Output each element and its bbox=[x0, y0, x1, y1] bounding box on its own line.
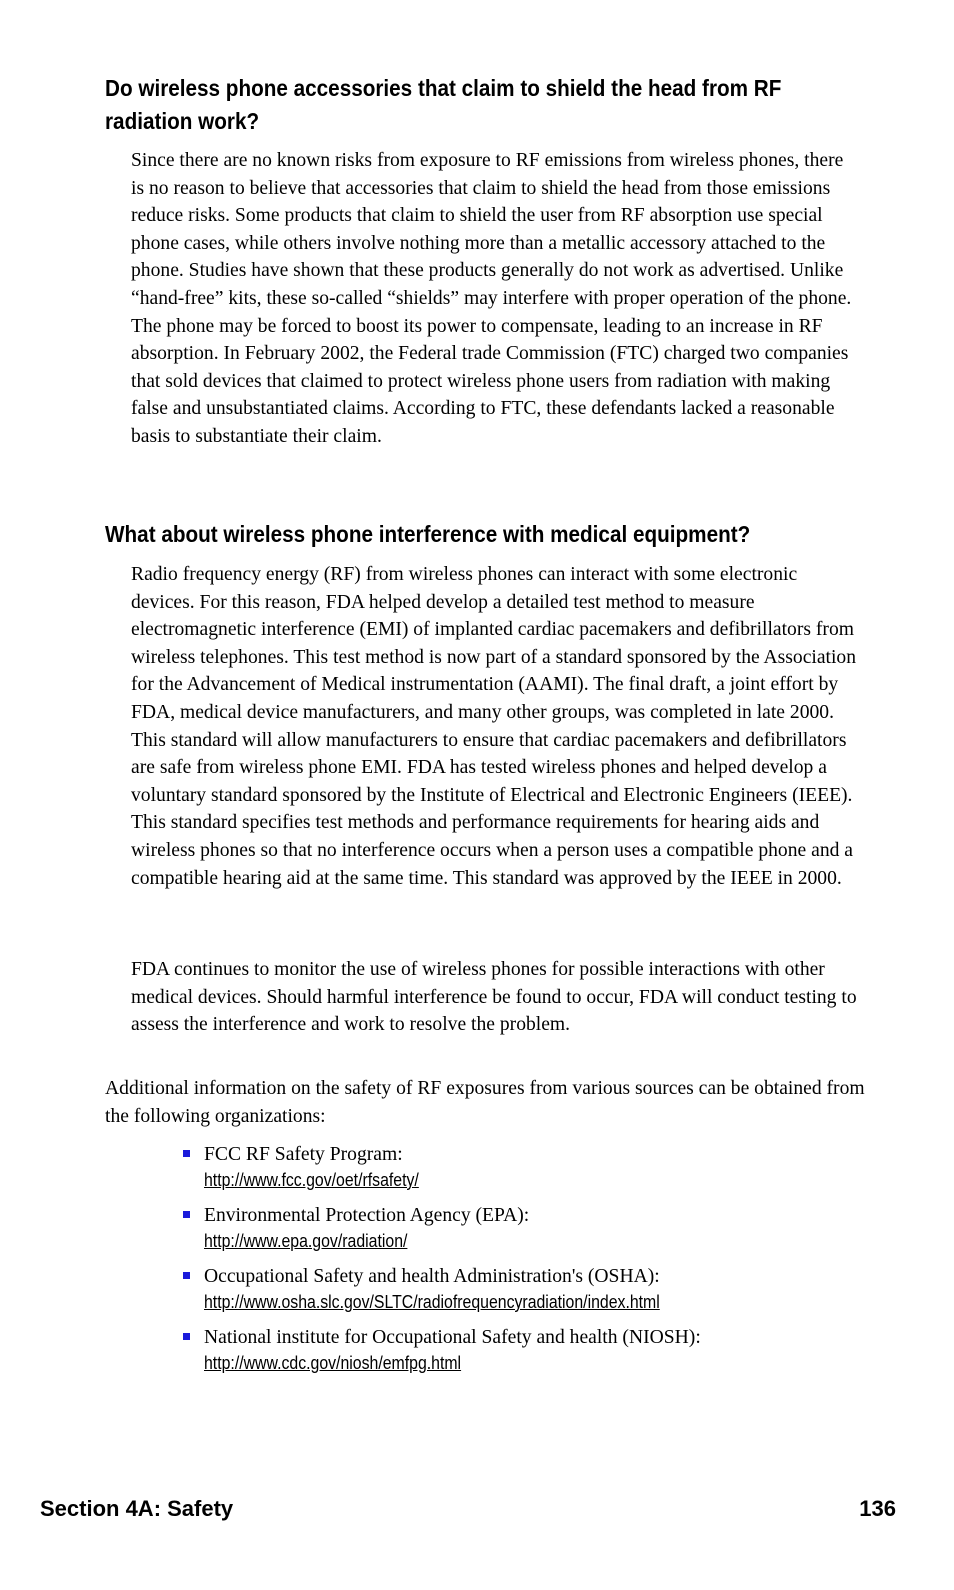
paragraph-additional-info: Additional information on the safety of RF exposures from various sources can be obtained from the following organizations: bbox=[105, 1078, 865, 1127]
bullet-square-icon bbox=[183, 1333, 190, 1340]
heading-line: Do wireless phone accessories that claim to shield the head from RF bbox=[105, 75, 782, 101]
organization-list bbox=[183, 1141, 883, 1385]
heading-line: radiation work? bbox=[105, 108, 260, 134]
section-heading-rf-shields bbox=[105, 72, 798, 138]
organization-link[interactable]: http://www.osha.slc.gov/SLTC/radiofrequencyradiation/index.html bbox=[204, 1292, 660, 1312]
bullet-square-icon bbox=[183, 1272, 190, 1279]
section-heading-medical-interference: What about wireless phone interference with medical equipment? bbox=[105, 521, 751, 547]
list-item bbox=[183, 1263, 883, 1324]
organization-link[interactable]: http://www.fcc.gov/oet/rfsafety/ bbox=[204, 1170, 419, 1190]
paragraph-fda-monitoring: FDA continues to monitor the use of wireless phones for possible interactions with other medical devices. Should harmful interference be found to occur, FDA will conduct testing to assess the interference and work to resolve the problem. bbox=[131, 959, 857, 1036]
organization-name: FCC RF Safety Program: bbox=[204, 1144, 403, 1165]
footer-page-number: 136 bbox=[859, 1496, 896, 1521]
bullet-square-icon bbox=[183, 1150, 190, 1157]
organization-name: Environmental Protection Agency (EPA): bbox=[204, 1205, 530, 1226]
paragraph-rf-shields: Since there are no known risks from exposure to RF emissions from wireless phones, there is no reason to believe that accessories that claim to shield the head from those emissions reduce risks. Some products that claim to shield the user from RF absorption use special phone cases, while others involve nothing more than a metallic accessory attached to the phone. Studies have shown that these products generally do not work as advertised. Unlike “hand-free” kits, these so-called “shields” may interfere with proper operation of the phone. The phone may be forced to boost its power to compensate, leading to an increase in RF absorption. In February 2002, the Federal trade Commission (FTC) charged two companies that sold devices that claimed to protect wireless phone users from radiation with making false and unsubstantiated claims. According to FTC, these defendants lacked a reasonable basis to substantiate their claim. bbox=[131, 150, 852, 447]
bullet-square-icon bbox=[183, 1211, 190, 1218]
organization-name: National institute for Occupational Safety and health (NIOSH): bbox=[204, 1327, 701, 1348]
list-item bbox=[183, 1141, 883, 1202]
list-item bbox=[183, 1324, 883, 1385]
organization-link[interactable]: http://www.cdc.gov/niosh/emfpg.html bbox=[204, 1353, 462, 1373]
paragraph-medical-interference: Radio frequency energy (RF) from wireless phones can interact with some electronic devices. For this reason, FDA helped develop a detailed test method to measure electromagnetic interference (EMI) of implanted cardiac pacemakers and defibrillators from wireless telephones. This test method is now part of a standard sponsored by the Association for the Advancement of Medical instrumentation (AAMI). The final draft, a joint effort by FDA, medical device manufacturers, and many other groups, was completed in late 2000. This standard will allow manufacturers to ensure that cardiac pacemakers and defibrillators are safe from wireless phone EMI. FDA has tested wireless phones and helped develop a voluntary standard sponsored by the Institute of Electrical and Electronic Engineers (IEEE). This standard specifies test methods and performance requirements for hearing aids and wireless phones so that no interference occurs when a person uses a compatible phone and a compatible hearing aid at the same time. This standard was approved by the IEEE in 2000. bbox=[131, 564, 857, 889]
footer-section-title: Section 4A: Safety bbox=[40, 1496, 234, 1521]
list-item bbox=[183, 1202, 883, 1263]
organization-name: Occupational Safety and health Administration's (OSHA): bbox=[204, 1266, 660, 1287]
organization-link[interactable]: http://www.epa.gov/radiation/ bbox=[204, 1231, 408, 1251]
